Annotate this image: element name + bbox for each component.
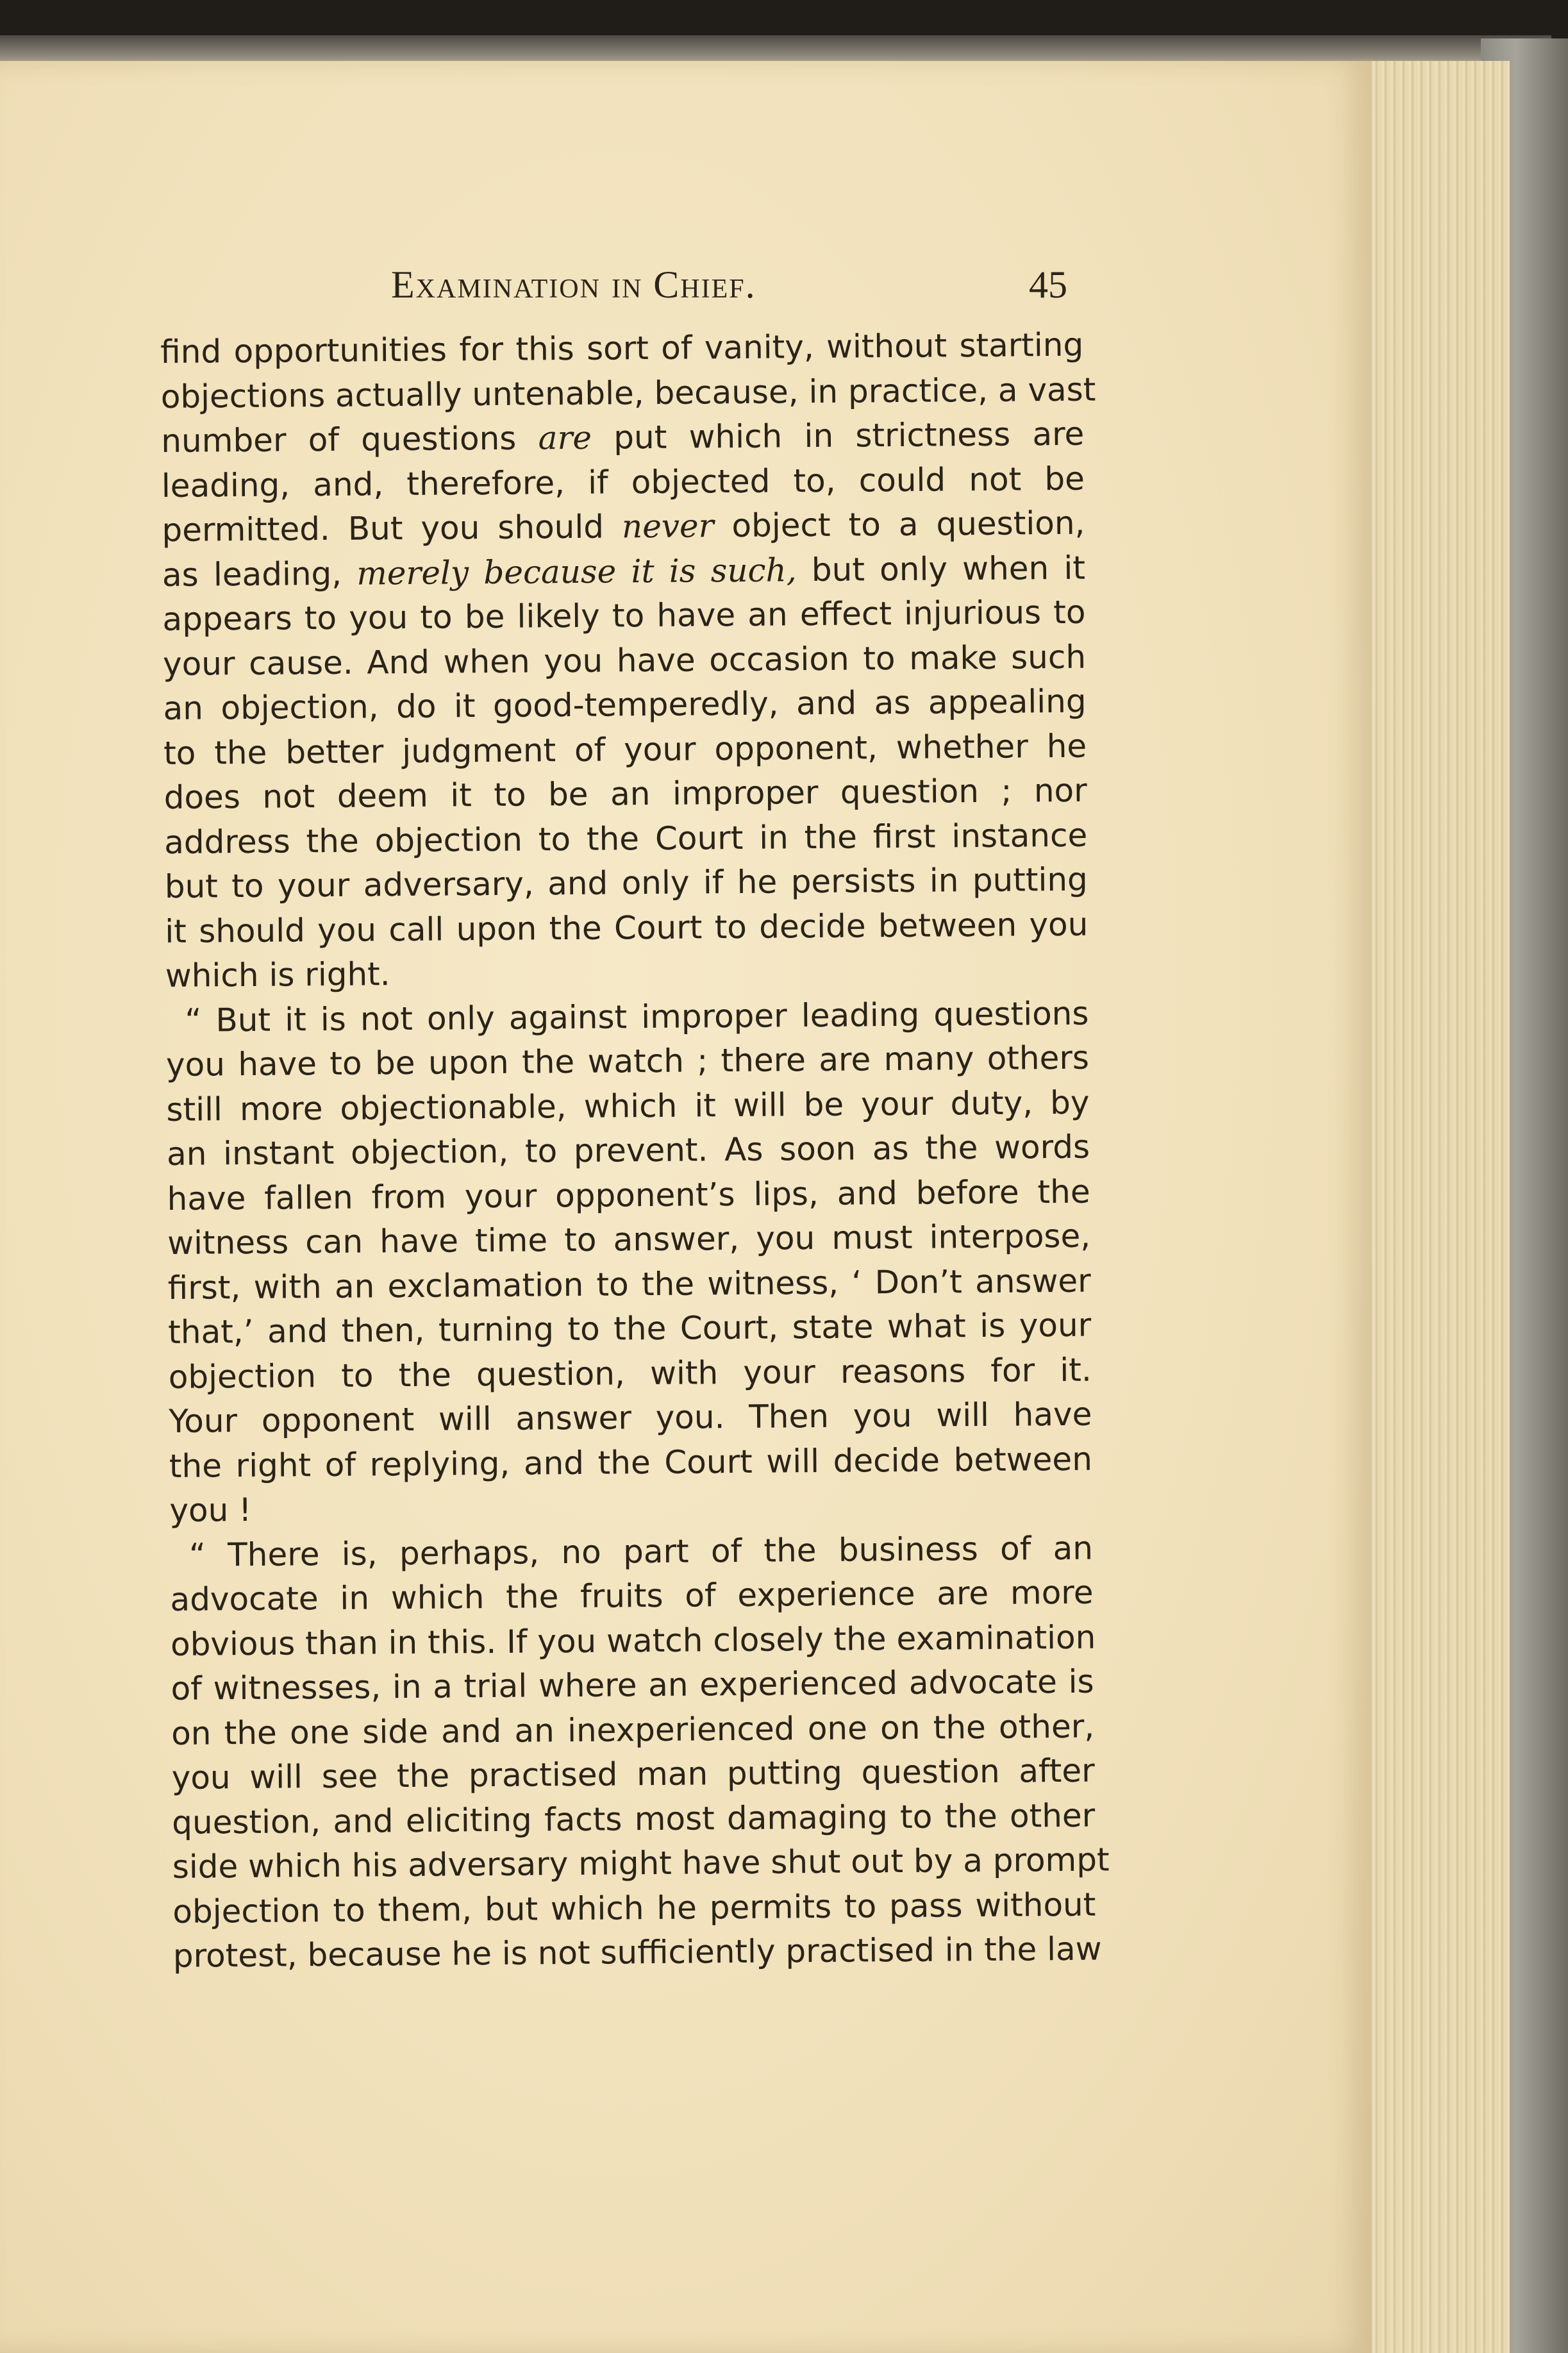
text-line: [171, 1749, 1095, 1801]
text-line: [170, 1571, 1094, 1623]
text-line: [165, 858, 1088, 910]
text-line: [170, 1526, 1094, 1578]
text-run: witness can have time to answer, you must interpose,: [167, 1217, 1091, 1262]
text-line: [172, 1882, 1096, 1934]
text-run: address the objection to the Court in the first instance: [164, 816, 1088, 861]
text-line: [162, 590, 1086, 642]
text-line: [171, 1615, 1094, 1667]
text-run: question, and eliciting facts most damaging to the other: [172, 1796, 1096, 1841]
text-line: [163, 769, 1087, 821]
text-run: does not deem it to be an improper question ; nor: [163, 771, 1087, 816]
text-line: [169, 1437, 1093, 1489]
text-line: [163, 635, 1087, 687]
text-run: advocate in which the fruits of experience are more: [170, 1573, 1094, 1618]
text-run: put which in strictness are: [591, 415, 1085, 456]
running-head-title: Examination in Chief.: [391, 264, 756, 306]
text-line: [165, 902, 1088, 954]
text-line: [162, 546, 1086, 598]
text-line: [167, 1125, 1090, 1177]
text-run: an instant objection, to prevent. As soon as the words: [166, 1128, 1090, 1173]
page-number: 45: [1029, 264, 1067, 306]
italic-text-run: merely because it is such,: [356, 551, 797, 592]
text-line: [161, 412, 1085, 464]
text-run: an objection, do it good-temperedly, and as appealing: [163, 682, 1087, 727]
italic-text-run: never: [621, 507, 714, 546]
text-line: [163, 680, 1087, 732]
text-run: permitted. But you should: [162, 508, 622, 549]
text-run: “ But it is not only against improper leading questions: [185, 994, 1089, 1039]
text-run: you have to be upon the watch ; there are many others: [165, 1039, 1090, 1084]
italic-text-run: are: [538, 419, 592, 457]
text-run: you !: [169, 1491, 252, 1529]
text-line: [167, 1169, 1090, 1221]
text-line: [171, 1704, 1095, 1756]
text-run: as leading,: [162, 555, 357, 594]
text-run: appears to you to be likely to have an effect injurious to: [162, 593, 1086, 638]
text-run: obvious than in this. If you watch closely the examination: [170, 1618, 1096, 1663]
text-line: [165, 991, 1089, 1043]
text-run: have fallen from your opponent’s lips, and before the: [167, 1173, 1090, 1218]
text-line: [162, 501, 1085, 553]
text-run: number of questions: [161, 419, 538, 460]
text-line: [171, 1660, 1094, 1712]
text-line: [172, 1838, 1110, 1890]
text-run: Your opponent will answer you. Then you will have: [169, 1395, 1092, 1440]
text-run: the right of replying, and the Court will decide between: [169, 1440, 1093, 1485]
text-line: [167, 1214, 1091, 1266]
text-run: side which his adversary might have shut out by a prompt: [172, 1841, 1110, 1886]
text-run: objection to them, but which he permits to pass without: [172, 1886, 1096, 1930]
text-line: [169, 1393, 1092, 1444]
text-run: which is right.: [165, 955, 390, 994]
text-run: on the one side and an inexperienced one on the other,: [171, 1707, 1095, 1752]
text-line: [166, 1080, 1090, 1132]
text-run: “ There is, perhaps, no part of the business of an: [188, 1529, 1094, 1574]
text-line: [160, 323, 1084, 375]
text-line: [164, 813, 1088, 865]
text-run: protest, because he is not sufficiently practised in the law: [172, 1930, 1102, 1975]
text-run: find opportunities for this sort of vanity, without starting: [160, 326, 1084, 371]
text-line: [166, 1036, 1090, 1088]
text-run: still more objectionable, which it will be your duty, by: [166, 1084, 1090, 1128]
text-line: [172, 1927, 1102, 1979]
text-line: [162, 456, 1085, 508]
text-run: that,’ and then, turning to the Court, state what is your: [168, 1306, 1092, 1351]
text-line: [163, 724, 1087, 776]
text-run: objection to the question, with your reasons for it.: [168, 1351, 1092, 1396]
text-line: [169, 1348, 1092, 1400]
text-run: but to your adversary, and only if he persists in putting: [164, 860, 1088, 905]
text-run: it should you call upon the Court to decide between you: [165, 905, 1088, 950]
text-run: first, with an exclamation to the witness, ‘ Don’t answer: [167, 1262, 1091, 1307]
text-line: [160, 367, 1096, 419]
text-run: leading, and, therefore, if objected to, could not be: [161, 460, 1085, 505]
text-line: [172, 1793, 1096, 1845]
text-run: you will see the practised man putting question after: [171, 1752, 1095, 1796]
text-run: but only when it: [796, 549, 1086, 589]
text-run: to the better judgment of your opponent, whether he: [163, 727, 1087, 772]
text-line: [168, 1303, 1092, 1355]
text-run: your cause. And when you have occasion to make such: [162, 638, 1087, 683]
text-run: objections actually untenable, because, in practice, a vast: [160, 371, 1096, 415]
text-run: of witnesses, in a trial where an experienced advocate is: [171, 1662, 1094, 1707]
page-block-fore-edge: [1353, 61, 1510, 2353]
text-run: object to a question,: [713, 504, 1085, 545]
text-line: [167, 1259, 1091, 1310]
text-line: [169, 1482, 1093, 1534]
text-line: [165, 947, 1089, 999]
body-text: [160, 323, 1110, 1979]
